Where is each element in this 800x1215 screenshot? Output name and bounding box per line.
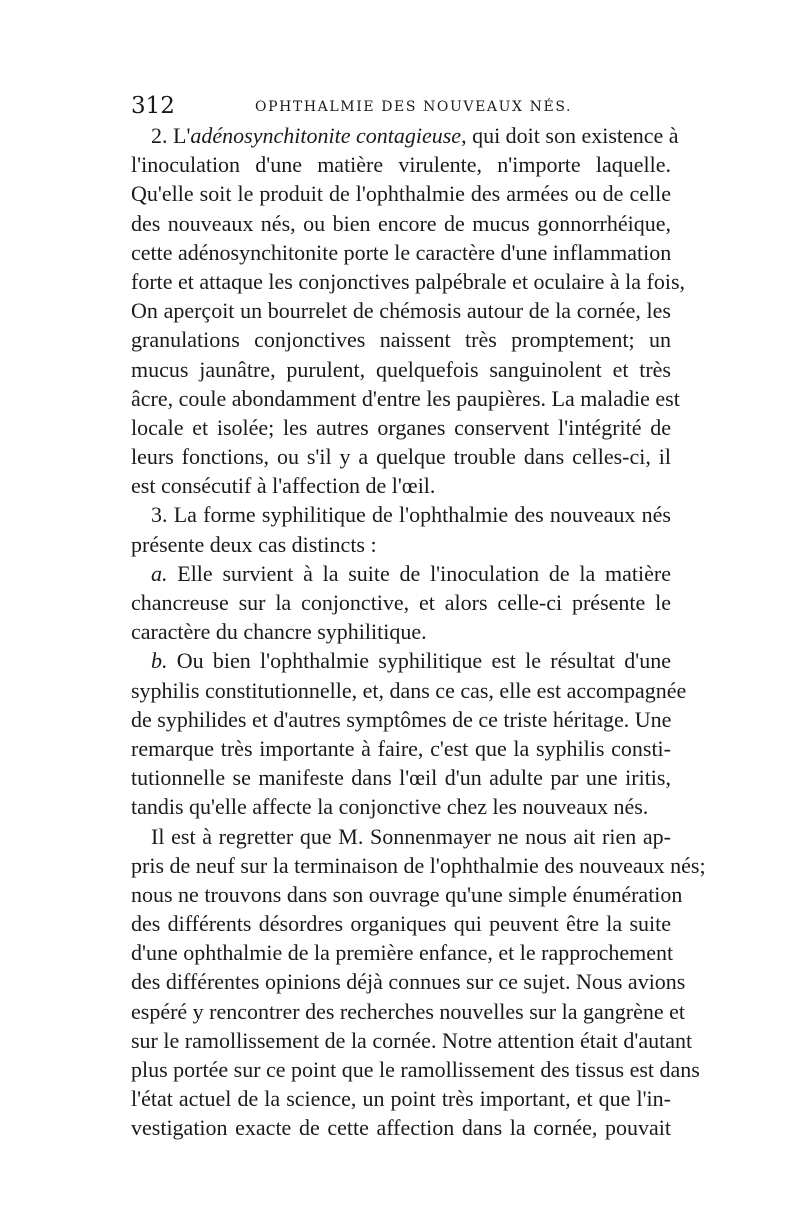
text-line: plus portée sur ce point que le ramollissement des tissus est dans	[131, 1057, 700, 1082]
text-line: tutionnelle se manifeste dans l'œil d'un adulte par une iritis,	[131, 765, 671, 791]
text-line	[131, 559, 671, 588]
text-line: pris de neuf sur la terminaison de l'ophthalmie des nouveaux nés;	[131, 852, 706, 878]
line-text: Ou bien l'ophthalmie syphilitique est le résultat d'une	[167, 648, 671, 674]
text-line: l'état actuel de la science, un point très important, et que l'in-	[131, 1086, 671, 1112]
text-line: forte et attaque les conjonctives palpébrale et oculaire à la fois,	[131, 268, 686, 294]
text-line: tandis qu'elle affecte la conjonctive chez les nouveaux nés.	[131, 794, 649, 820]
italic-text: adénosynchitonite contagieuse	[190, 123, 462, 148]
text-line: vestigation exacte de cette affection dans la cornée, pouvait	[131, 1115, 671, 1141]
text-line: de syphilides et d'autres symptômes de ce triste héritage. Une	[131, 706, 672, 732]
text-line: On aperçoit un bourrelet de chémosis autour de la cornée, les	[131, 298, 671, 324]
line-text: Elle survient à la suite de l'inoculation de la matière	[167, 560, 671, 586]
text-line: nous ne trouvons dans son ouvrage qu'une simple énumération	[131, 881, 683, 907]
text-line: 3. La forme syphilitique de l'ophthalmie des nouveaux nés	[151, 502, 671, 528]
body-text	[131, 121, 706, 1143]
line-text: , qui doit son existence à	[461, 123, 679, 148]
text-line	[131, 121, 679, 150]
text-line: âcre, coule abondamment d'entre les paupières. La maladie est	[131, 385, 680, 411]
italic-text: a.	[151, 560, 168, 586]
text-line: mucus jaunâtre, purulent, quelquefois sanguinolent et très	[131, 356, 671, 382]
text-line: sur le ramollissement de la cornée. Notre attention était d'autant	[131, 1027, 693, 1053]
text-line: remarque très importante à faire, c'est que la syphilis consti-	[131, 735, 671, 761]
text-line: des différents désordres organiques qui peuvent être la suite	[131, 911, 671, 937]
text-line: Il est à regretter que M. Sonnenmayer ne nous ait rien ap-	[151, 823, 671, 849]
text-line: leurs fonctions, ou s'il y a quelque trouble dans celles-ci, il	[131, 444, 671, 470]
text-line: d'une ophthalmie de la première enfance, et le rapprochement	[131, 940, 674, 966]
italic-text: b.	[151, 648, 168, 674]
text-line: syphilis constitutionnelle, et, dans ce cas, elle est accompagnée	[131, 677, 687, 703]
text-line: l'inoculation d'une matière virulente, n'importe laquelle.	[131, 152, 671, 178]
text-line: granulations conjonctives naissent très promptement; un	[131, 327, 671, 353]
text-line: caractère du chancre syphilitique.	[131, 619, 427, 645]
text-line: chancreuse sur la conjonctive, et alors celle-ci présente le	[131, 590, 671, 615]
text-line: présente deux cas distincts :	[131, 531, 377, 557]
text-line: locale et isolée; les autres organes conservent l'intégrité de	[131, 414, 671, 440]
text-line: des nouveaux nés, ou bien encore de mucus gonnorrhéique,	[131, 210, 671, 236]
line-text: 2. L'	[151, 123, 191, 148]
page-header	[131, 92, 671, 124]
running-title: OPHTHALMIE DES NOUVEAUX NÉS.	[255, 99, 573, 115]
text-line: cette adénosynchitonite porte le caractère d'une inflammation	[131, 239, 672, 265]
text-line: Qu'elle soit le produit de l'ophthalmie des armées ou de celle	[131, 181, 671, 207]
text-line: des différentes opinions déjà connues sur ce sujet. Nous avions	[131, 969, 686, 995]
page-number: 312	[131, 93, 175, 119]
text-line: est consécutif à l'affection de l'œil.	[131, 473, 436, 499]
text-line	[131, 646, 671, 675]
text-line: espéré y rencontrer des recherches nouvelles sur la gangrène et	[131, 998, 686, 1024]
